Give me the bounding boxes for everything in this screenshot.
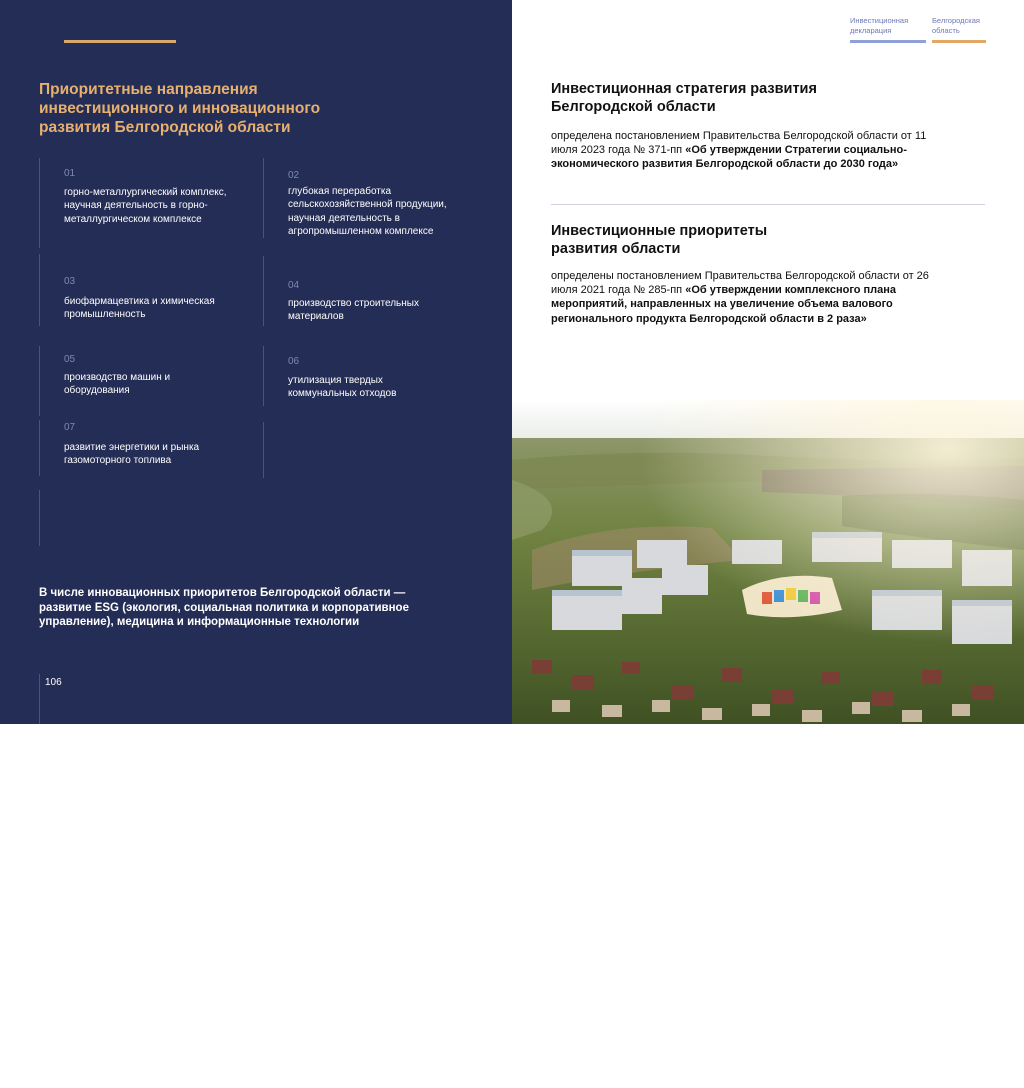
priority-item-02 — [263, 158, 473, 248]
strategy-body-bold: «Об утверждении Стратегии социально-экономического развития Белгородской области до 2030 года» — [551, 144, 907, 171]
tab-belgorod-region[interactable] — [932, 16, 990, 35]
strategy-body — [551, 129, 931, 172]
priority-item-05 — [39, 346, 249, 416]
tab-underline — [850, 40, 926, 43]
priority-item-07 — [39, 420, 249, 480]
right-page — [512, 0, 1024, 1088]
priority-text: утилизация твердых коммунальных отходов — [288, 375, 397, 400]
left-page-title: Приоритетные направления инвестиционного и инновационного развития Белгородской области — [39, 81, 321, 136]
page-number-left: 106 — [45, 677, 62, 688]
priority-number: 01 — [64, 168, 76, 179]
innovation-note: В числе инновационных приоритетов Белгородской области — развитие ESG (экология, социальная политика и корпоративное управление), медицина и информационные технологии — [39, 587, 409, 629]
priorities-body-bold: «Об утверждении комплексного плана мероприятий, направленных на увеличение объема валового регионального продукта Белгородской области в 2 раза» — [551, 284, 897, 325]
tab-label: Белгородская область — [932, 16, 980, 35]
priority-text: биофармацевтика и химическая промышленность — [64, 296, 215, 321]
accent-bar — [64, 40, 176, 43]
strategy-heading: Инвестиционная стратегия развития Белгородской области — [551, 81, 817, 115]
priorities-body-plain: определены постановлением Правительства Белгородской области от 26 июля 2021 года № 285-пп — [551, 270, 929, 297]
page-number-right: 107 — [967, 1077, 984, 1088]
priority-text: производство строительных материалов — [288, 298, 419, 323]
priority-text: производство машин и оборудования — [64, 372, 171, 397]
strategy-body-plain: определена постановлением Правительства Белгородской области от 11 июля 2023 года № 371-пп — [551, 130, 927, 157]
priority-number: 02 — [288, 170, 300, 181]
tab-investment-declaration[interactable] — [850, 16, 928, 35]
priority-number: 05 — [64, 354, 76, 365]
priority-text: горно-металлургический комплекс, научная деятельность в горно-металлургическом комплексе — [64, 187, 227, 225]
priority-number: 07 — [64, 422, 76, 433]
priority-number: 04 — [288, 280, 300, 291]
left-page — [0, 0, 512, 724]
priority-text: глубокая переработка сельскохозяйственной продукции, научная деятельность в агропромышленном комплексе — [288, 186, 447, 238]
priority-item-04 — [263, 256, 473, 326]
priorities-heading: Инвестиционные приоритеты развития области — [551, 223, 768, 257]
priority-item-03 — [39, 254, 249, 334]
priorities-body — [551, 269, 931, 326]
priority-number: 03 — [64, 276, 76, 287]
tab-label: Инвестиционная декларация — [850, 16, 909, 35]
tab-underline — [932, 40, 986, 43]
divider-line — [39, 674, 40, 724]
priority-item-01 — [39, 158, 249, 248]
grid-divider — [263, 422, 473, 478]
divider-line — [39, 490, 40, 546]
priority-text: развитие энергетики и рынка газомоторного топлива — [64, 442, 200, 467]
section-divider — [551, 204, 985, 205]
priority-item-06 — [263, 346, 473, 426]
priority-number: 06 — [288, 356, 300, 367]
aerial-city-photo — [512, 400, 1024, 1088]
